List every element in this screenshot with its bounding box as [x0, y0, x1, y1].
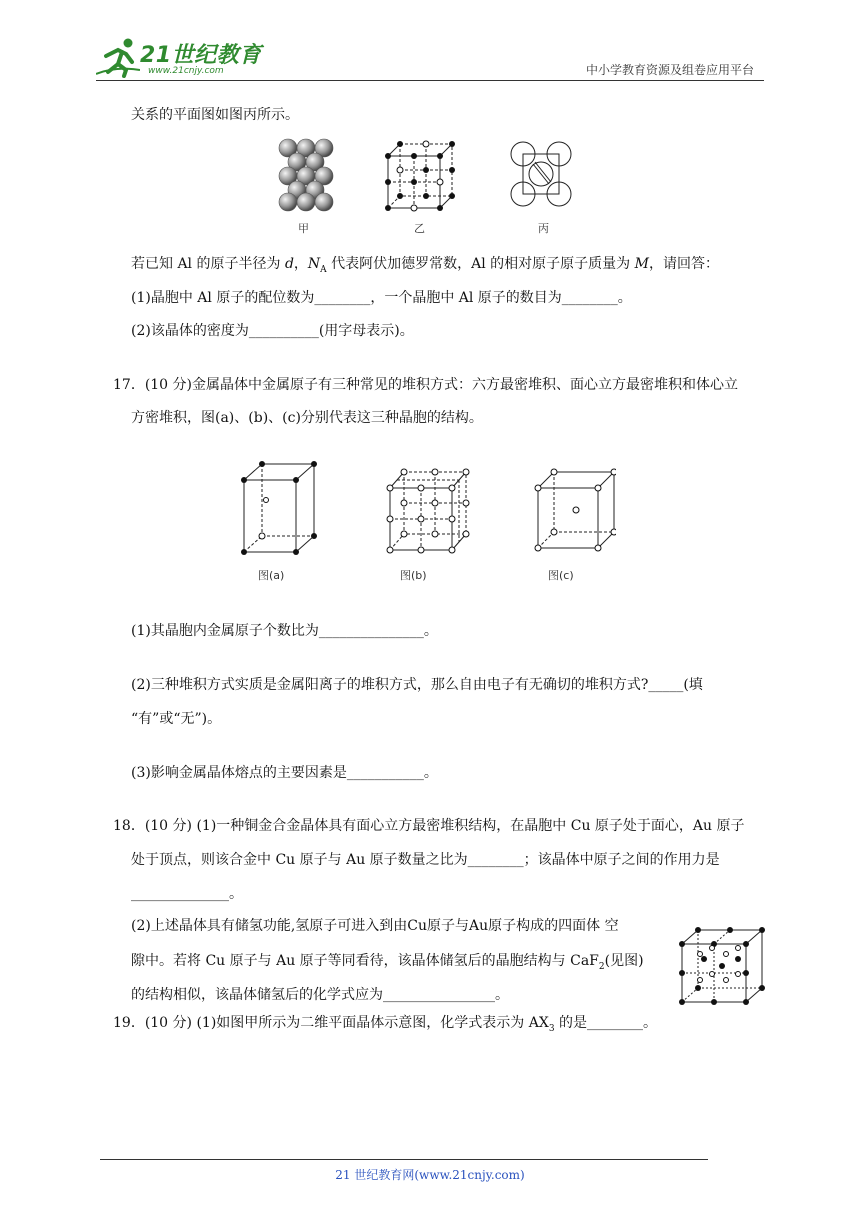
- q16-given-d: ，请回答：: [648, 256, 719, 272]
- q18-line2: 处于顶点，则该合金中 Cu 原子与 Au 原子数量之比为________；该晶体中原子之间的作用力是: [131, 852, 720, 868]
- q17-line2: 方密堆积，图(a)、(b)、(c)分别代表这三种晶胞的结构。: [131, 410, 483, 426]
- q18-line3: ______________。: [131, 886, 243, 902]
- q16-given: [131, 253, 719, 275]
- logo-text: 21世纪教育: [140, 43, 262, 68]
- q17-line1: 17．(10 分)金属晶体中金属原子有三种常见的堆积方式：六方最密堆积、面心立方最密堆积和体心立: [113, 377, 739, 393]
- figure-label-jia: 甲: [298, 222, 309, 235]
- figure-a: [236, 456, 320, 558]
- q16-part2: (2)该晶体的密度为__________(用字母表示)。: [131, 323, 414, 339]
- figure-label-bing: 丙: [538, 222, 549, 235]
- q16-var-m: M: [634, 256, 649, 272]
- q16-var-na: N: [307, 256, 321, 272]
- q19-text-post: 的是________。: [554, 1015, 657, 1031]
- q19-sub: 3: [548, 1023, 555, 1034]
- q18-part2-line3: 的结构相似，该晶体储氢后的化学式应为________________。: [131, 987, 509, 1003]
- q16-var-na-sub: A: [320, 264, 327, 275]
- q16-given-a: 若已知 Al 的原子半径为: [131, 256, 285, 272]
- q17-part3: (3)影响金属晶体熔点的主要因素是___________。: [131, 765, 438, 781]
- q17-part2-line1: (2)三种堆积方式实质是金属阳离子的堆积方式，那么自由电子有无确切的堆积方式?_____(填: [131, 677, 703, 693]
- q18-part2-line1: (2)上述晶体具有储氢功能,氢原子可进入到由Cu原子与Au原子构成的四面体 空: [131, 918, 619, 934]
- q16-var-d: d: [284, 256, 294, 272]
- q19-text-pre: 19．(10 分) (1)如图甲所示为二维平面晶体示意图，化学式表示为 AX: [113, 1015, 549, 1031]
- footer-text: 21 世纪教育网(www.21cnjy.com): [335, 1168, 525, 1182]
- q18-line1: 18．(10 分) (1)一种铜金合金晶体具有面心立方最密堆积结构，在晶胞中 Cu 原子处于面心，Au 原子: [113, 818, 745, 834]
- figure-label-c: 图(c): [548, 569, 574, 582]
- q18-text-pre: 隙中。若将 Cu 原子与 Au 原子等同看待，该晶体储氢后的晶胞结构与 CaF: [131, 953, 599, 969]
- figure-caf2: [676, 926, 768, 1006]
- runner-logo-icon: [96, 36, 140, 78]
- intro-text: 关系的平面图如图丙所示。: [131, 107, 299, 123]
- header-divider: [96, 80, 764, 81]
- logo-url: www.21cnjy.com: [148, 66, 224, 76]
- figure-c: [532, 466, 616, 554]
- q16-given-b: ，: [293, 256, 308, 272]
- figure-label-a: 图(a): [258, 569, 285, 582]
- q16-given-c: 代表阿伏加德罗常数，Al 的相对原子原子质量为: [326, 256, 635, 272]
- figure-b: [384, 466, 470, 556]
- q18-part2-line2: [131, 950, 644, 972]
- q19-line1: [113, 1012, 657, 1034]
- figure-bing: [506, 138, 576, 212]
- q18-text-post: (见图): [604, 953, 644, 969]
- figure-label-yi: 乙: [414, 222, 425, 235]
- figure-jia: [276, 138, 336, 212]
- q16-part1: (1)晶胞中 Al 原子的配位数为________，一个晶胞中 Al 原子的数目为________。: [131, 290, 632, 306]
- q17-part2-line2: “有”或“无”)。: [131, 711, 222, 727]
- q17-part1: (1)其晶胞内金属原子个数比为_______________。: [131, 623, 438, 639]
- footer-divider: [100, 1159, 708, 1160]
- figure-yi: [380, 138, 460, 212]
- q18-sub: 2: [598, 961, 605, 972]
- header-slogan: 中小学教育资源及组卷应用平台: [585, 63, 754, 77]
- figure-label-b: 图(b): [400, 569, 427, 582]
